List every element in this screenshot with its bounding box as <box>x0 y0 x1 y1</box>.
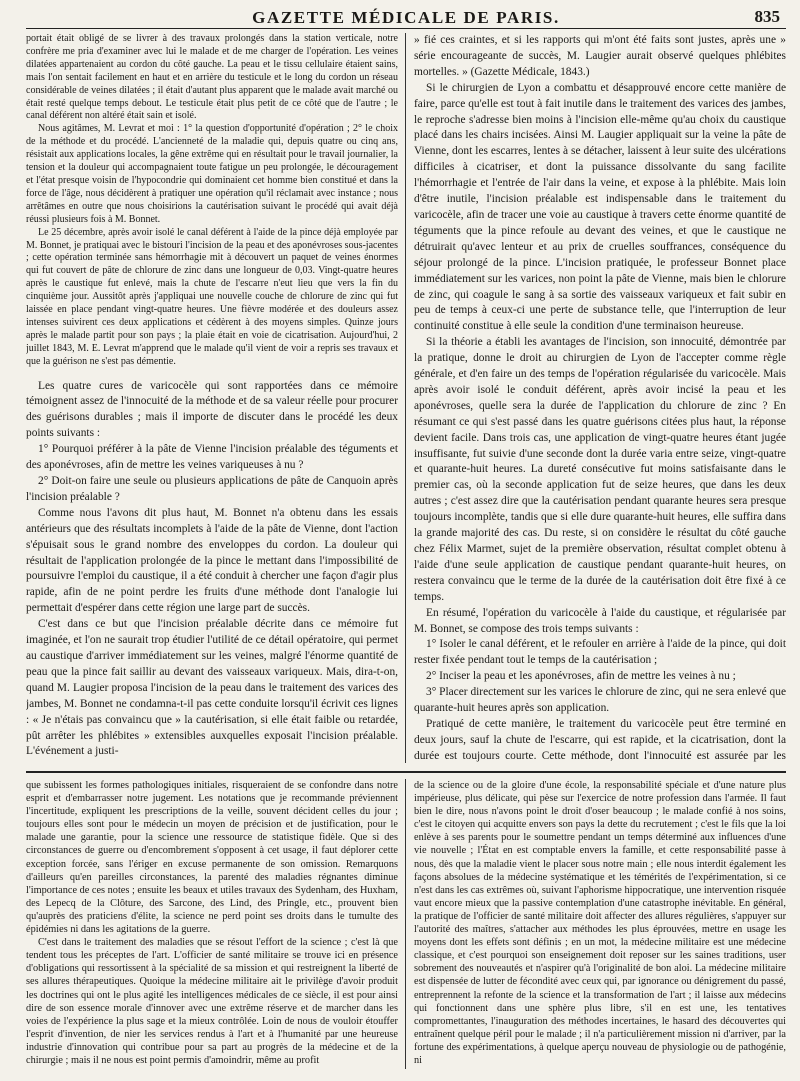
paragraph: » fié ces craintes, et si les rapports qui m'ont été faits sont justes, après une » série encourageante de succès, M. Laugier aurait observé quelques phlébites mortelles. » (Gazette Médicale, 1843.) <box>414 34 786 78</box>
page-header <box>26 6 786 29</box>
paragraph: Les quatre cures de varicocèle qui sont rapportées dans ce mémoire témoignent assez de l'innocuité de la méthode et de sa valeur réelle pour procurer des guérisons durables ; mais il importe de discuter dans le procédé les deux points suivants : <box>26 379 398 440</box>
paragraph: Le 25 décembre, après avoir isolé le canal déférent à l'aide de la pince déjà employée par M. Bonnet, je pratiquai avec le bistouri l'incision de la peau et des aponévroses sous-jacentes ; cette opération terminée sans hémorrhagie mit à découvert un paquet de veines énormes qui fut couvert de pâte de chlorure de zinc dans une longueur de 0,03. Vingt-quatre heures après le caustique fut enlevé, mais la chute de l'escarre n'eut lieu que vers la fin du cinquième jour. Aussitôt après j'appliquai une nouvelle couche de chlorure de zinc qui fut laissée en place pendant vingt-quatre heures. Une fièvre modérée et des douleurs assez intenses suivirent ces deux applications et cédèrent à des moyens simples. Quinze jours après le malade partit pour son pays ; la plaie était en voie de cicatrisation. Aujourd'hui, 2 juillet 1843, M. E. Levrat m'apprend que le malade qu'il vient de voir a repris ses travaux et que la guérison ne s'est pas démentie. <box>26 226 398 367</box>
spacer <box>26 369 398 379</box>
paragraph: En résumé, l'opération du varicocèle à l'aide du caustique, et régularisée par M. Bonnet, se compose des trois temps suivants : <box>414 606 786 635</box>
bottom-right-column <box>406 779 786 1069</box>
paragraph: Nous agitâmes, M. Levrat et moi : 1° la question d'opportunité d'opération ; 2° le choix de la méthode et du procédé. L'ancienneté de la maladie qui, depuis quatre ou cinq ans, résistait aux applications locales, la gêne extrême qui en résultait pour le travail journalier, la tension et la douleur qui accompagnaient toute fatigue un peu prolongée, le découragement et l'état presque voisin de l'hypocondrie qui dominaient cet homme bien constitué et dans la force de l'âge, nous décidèrent à pratiquer une opération qu'il réclamait avec instance ; nous arrêtâmes en outre que nous choisirions la cautérisation suivant le procédé qui avait déjà réussi plusieurs fois à M. Bonnet. <box>26 123 398 225</box>
paragraph: 1° Pourquoi préférer à la pâte de Vienne l'incision préalable des téguments et des aponévroses, afin de mettre les veines variqueuses à nu ? <box>26 443 398 472</box>
paragraph: Pratiqué de cette manière, le traitement du varicocèle peut être terminé en deux jours, sauf la chute de l'escarre, qui est rapide, et la cicatrisation, dont la durée est toujours courte. Cette méthode, dont l'innocuité est assurée par les <box>414 717 786 762</box>
paragraph: Si le chirurgien de Lyon a combattu et désapprouvé encore cette manière de faire, parce qu'elle est tout à fait inutile dans le traitement des varices des jambes, le reproche s'adresse bien moins à l'incision elle-même qu'au choix du caustique placé dans les chairs incisées. Ainsi M. Laugier appliquait sur la veine la pâte de Vienne, dont les escarres, lentes à se détacher, laissent à leur suite des ulcérations difficiles à cicatriser, et dont la puissance dissolvante du sang facilite l'hémorrhagie et l'entrée de l'air dans la veine, et expose à la phlébite. Mais loin d'être inutile, l'incision préalable est indispensable dans le traitement du varicocèle, afin de tracer une voie au caustique à travers cette énorme quantité de téguments que la pince refoule au devant des veines, et que le caustique ne détruirait qu'avec lenteur et au prix de cruelles souffrances, conséquence du séjour prolongé de la pince. L'incision pratiquée, le professeur Bonnet place immédiatement sur les varices, non point la pâte de Vienne, mais bien le chlorure de zinc, qui coagule le sang à sa sortie des vaisseaux variqueux et fait subir en peu de temps à ceux-ci une perte de substance telle, que l'interruption de leur continuité constitue à elle seule la condition d'une terminaison heureuse. <box>414 81 786 333</box>
paragraph: Si la théorie a établi les avantages de l'incision, son innocuité, démontrée par la pratique, donne le droit au chirurgien de Lyon de l'accepter comme règle générale, et d'en faire un des temps de l'opération régularisée du varicocèle. Mais après avoir isolé le conduit déférent, après avoir incisé la peau et les aponévroses, quelle sera la durée de l'application du chlorure de zinc ? En résumant ce qui s'est passé dans les quatre guérisons citées plus haut, la réponse devient facile. Dans trois cas, une application de vingt-quatre heures étant jugée insuffisante, fut suivie d'une seconde dont la durée varia entre seize, vingt-quatre et quarante-huit heures. La dureté consécutive fut moins satisfaisante dans le premier cas, où la seconde application fut de seize heures, que dans les deux autres ; c'est assez dire que la cautérisation pendant quarante heures sera presque toujours incomplète, tandis que si elle dure quarante-huit heures, elle suffira dans la grande majorité des cas. Du reste, si on considère le résultat du côté gauche chez Félix Marmet, sujet de la première observation, résultat complet obtenu à l'aide d'une seule application de caustique pendant quarante-huit heures, on restera convaincu que le terme de la durée de la cautérisation doit être fixé à ce temps. <box>414 336 786 603</box>
paragraph: C'est dans le traitement des maladies que se résout l'effort de la science ; c'est là que tendent tous les préceptes de l'art. L'officier de santé militaire se trouve ici en présence d'obligations qui ressortissent à la spécialité de sa mission et qui restreignent la liberté de ses allures thérapeutiques. Quoique la médecine militaire ait le privilège d'avoir produit les doctrines qui ont le plus agité les intelligences médicales de ce siècle, il est pour ainsi dire de son essence morale d'innover avec une extrême réserve et de marcher dans les voies de l'expérience la plus sage et la mieux contrôlée. Loin de nous de vouloir étouffer l'esprit d'invention, de nier les services rendus à l'art et à l'humanité par une heureuse industrie d'innovation qui contribue pour sa part au progrès de la médecine et de la chirurgie ; mais il ne nous est point permis d'amoindrir, même au profit <box>26 937 398 1066</box>
discussion-block <box>26 379 398 761</box>
section-divider <box>26 771 786 773</box>
top-right-column <box>406 33 786 763</box>
paragraph: 3° Placer directement sur les varices le chlorure de zinc, qui ne sera enlevé que quarante-huit heures après son application. <box>414 686 786 715</box>
paragraph: que subissent les formes pathologiques initiales, risqueraient de se confondre dans notre esprit et d'embarrasser notre jugement. Les notations que je recommande préviennent l'incertitude, expliquent les prescriptions de la veille, souvent décident celles du jour ; toujours elles sont pour le médecin un moyen de précision et de justification, pour le malade une garantie, pour la science une ressource de statistique fidèle. Que si des circonstances de guerre ou d'encombrement s'opposent à cet usage, il faut déplorer cette exception forcée, sans l'ériger en excuse permanente de son omission. Remarquons d'ailleurs qu'en pareilles circonstances, la parenté des maladies régnantes diminue l'importance de ces notes ; ensuite les beaux et utiles travaux des Sydenham, des Huxham, des Lepecq de la Clôture, des Sarcone, des Lind, des Pringle, etc., prouvent bien qu'auprès des praticiens d'élite, la science ne perd point ses droits dans le tumulte des épidémies ni dans les agitations de la guerre. <box>26 780 398 936</box>
case-report-block <box>26 33 398 369</box>
page-number: 835 <box>754 7 780 26</box>
bottom-article <box>26 779 786 1069</box>
top-article <box>26 33 786 763</box>
top-left-column <box>26 33 406 763</box>
paragraph: portait était obligé de se livrer à des travaux prolongés dans la station verticale, notre confrère me pria d'examiner avec lui le malade et de me charger de l'opération. Les veines dilatées appartenaient au cordon du côté gauche. La peau et le tissu cellulaire étaient sains, mais l'on sentait facilement en haut et en arrière du testicule et le long du cordon un réseau considérable de veines dilatées ; il était d'autant plus apparent que le malade avait marché ou était resté quelque temps debout. Le testicule était plus petit de ce côté que de l'autre ; le canal déférent non altéré était sain et isolé. <box>26 33 398 122</box>
paragraph: 2° Inciser la peau et les aponévroses, afin de mettre les veines à nu ; <box>426 670 736 683</box>
paragraph: Comme nous l'avons dit plus haut, M. Bonnet n'a obtenu dans les essais antérieurs que des résultats incomplets à l'aide de la pâte de Vienne, dont l'action s'épuisait sous le grand nombre des enveloppes du cordon. La douleur qui résultait de l'application prolongée de la pince le mettant dans l'impossibilité de poursuivre l'emploi du caustique, il a été conduit à chercher une façon d'agir plus rapide, afin de ne point perdre les fruits d'une méthode dont l'analogie lui permettait d'espérer dans cette région une large part de succès. <box>26 506 398 615</box>
paragraph: 2° Doit-on faire une seule ou plusieurs applications de pâte de Canquoin après l'incision préalable ? <box>26 475 398 503</box>
paragraph: de la science ou de la gloire d'une école, la responsabilité spéciale et d'une nature plus impérieuse, plus délicate, qui pèse sur l'exercice de notre profession dans l'armée. Il faut bien le dire, nous n'avons point le droit d'oser beaucoup ; le malade confié à nos soins, c'est le citoyen qui acquitte envers son pays la dette du recrutement ; c'est le fils que la loi enlève à ses parents pour le soumettre pendant un temps déterminé aux influences d'une vie nouvelle ; l'État en est comptable envers la famille, et cette responsabilité passe à nous, dès que la maladie vient le placer sous notre main ; elle nous interdit également les façons absolues de la médecine systématique et les témérités de l'expérimentation, si ce n'est dans les cas extrêmes où, suivant l'aphorisme hippocratique, une intervention risquée vaut encore mieux que la passive contemplation d'une catastrophe inévitable. En général, la pratique de l'officier de santé militaire doit affecter des allures régulières, s'appuyer sur l'autorité des maîtres, s'attacher aux méthodes les plus éprouvées, mettre en usage les moyens dont les effets sont définis ; en un mot, la médecine militaire est une médecine classique, et c'est pourquoi son enseignement doit reposer sur les saines traditions, user sobrement des nouveautés et n'aspirer qu'à l'originalité de bon aloi. La médecine militaire est dispensée de lutter de fécondité avec ceux qui, par ignorance ou dénigrement du passé, entreprennent la refonte de la science et la transformation de l'art ; il laisse aux médecins qui fonctionnent dans une sphère plus libre, s'il en est une, les tentatives compromettantes, l'inauguration des méthodes incertaines, le hasard des découvertes qui entraînent quelque péril pour le malade ; il n'a particulièrement mission ni d'arriver, par la fortune des expérimentations, à quelque aperçu nouveau de physiologie ou de pathogénie, ni <box>414 780 786 1066</box>
paragraph: 1° Isoler le canal déférent, et le refouler en arrière à l'aide de la pince, qui doit rester fixée pendant tout le temps de la cautérisation ; <box>414 638 786 667</box>
bottom-left-column <box>26 779 406 1069</box>
paragraph: C'est dans ce but que l'incision préalable décrite dans ce mémoire fut imaginée, et l'on ne saurait trop étudier l'utilité de ce détail opératoire, qui permet au caustique d'arriver immédiatement sur les veines, malgré l'énorme quantité de peau que la pince fait saillir au devant des vaisseaux variqueux. Mais, dira-t-on, quand M. Laugier proposa l'incision de la peau dans le traitement des varices des jambes, M. Bonnet ne condamna-t-il pas cette conduite lorsqu'il écrivit ces lignes : « Je n'étais pas convaincu que » la cautérisation, si elle était faible ou retardée, pût arrêter les phlébites » extensibles auxquelles exposait l'incision préalable. L'événement a justi- <box>26 618 398 758</box>
journal-title: GAZETTE MÉDICALE DE PARIS. <box>252 8 560 27</box>
